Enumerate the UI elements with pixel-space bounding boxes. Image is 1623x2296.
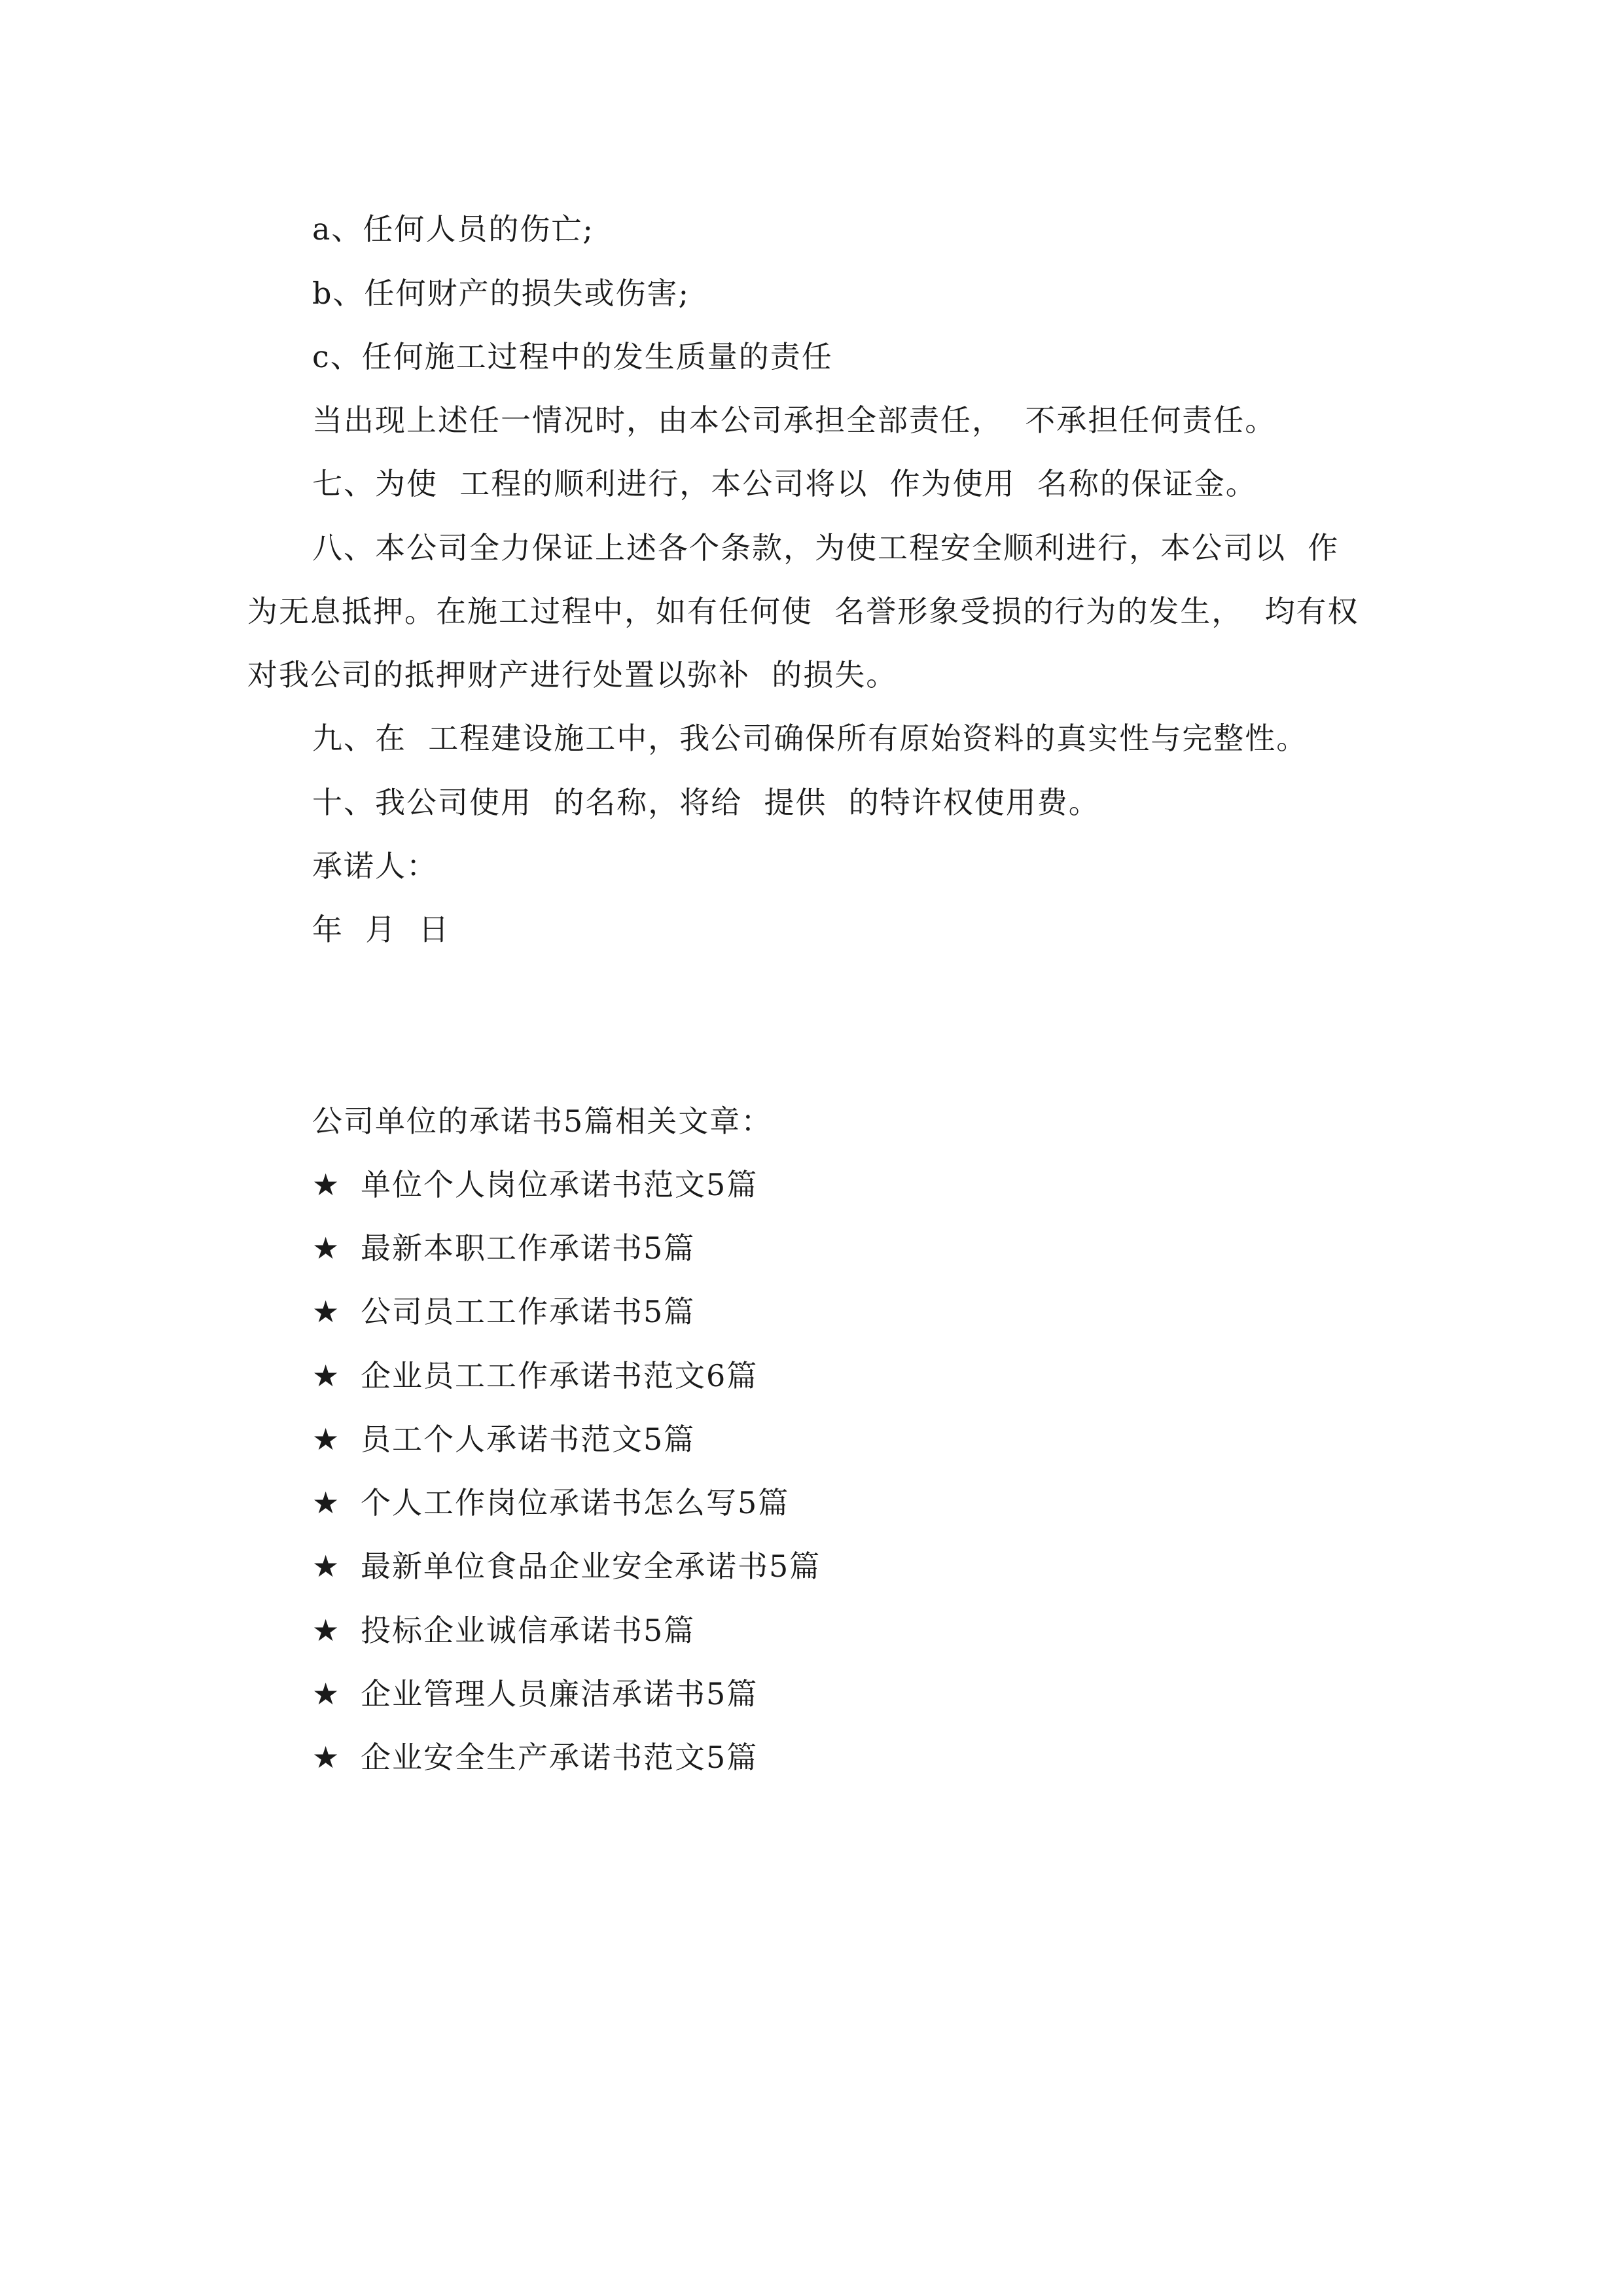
related-article-title: 员工个人承诺书范文5篇 [361, 1422, 696, 1457]
star-icon: ★ [312, 1230, 341, 1266]
related-article-title: 企业员工工作承诺书范文6篇 [361, 1358, 758, 1393]
date-line: 年 月 日 [312, 912, 450, 947]
related-article-title: 最新本职工作承诺书5篇 [361, 1230, 696, 1266]
star-icon: ★ [312, 1613, 341, 1648]
related-articles-heading: 公司单位的承诺书5篇相关文章： [312, 1103, 773, 1139]
star-icon: ★ [312, 1294, 341, 1329]
star-icon: ★ [312, 1422, 341, 1457]
related-article-title: 公司员工工作承诺书5篇 [361, 1294, 696, 1329]
related-article-link[interactable] [312, 1739, 758, 1776]
related-article-title: 单位个人岗位承诺书范文5篇 [361, 1167, 758, 1202]
related-article-link[interactable] [312, 1676, 758, 1712]
related-article-title: 企业管理人员廉洁承诺书5篇 [361, 1676, 758, 1712]
related-article-link[interactable] [312, 1230, 695, 1266]
star-icon: ★ [312, 1740, 341, 1775]
related-article-title: 个人工作岗位承诺书怎么写5篇 [361, 1485, 790, 1520]
clause-seven: 七、为使 工程的顺利进行，本公司将以 作为使用 名称的保证金。 [312, 466, 1257, 501]
signatory-label: 承诺人： [312, 848, 438, 884]
related-article-link[interactable] [312, 1357, 758, 1394]
clause-b: b、任何财产的损失或伤害; [312, 276, 690, 311]
star-icon: ★ [312, 1358, 341, 1393]
liability-statement: 当出现上述任一情况时，由本公司承担全部责任， 不承担任何责任。 [312, 403, 1277, 438]
clause-eight-line-1: 八、本公司全力保证上述各个条款，为使工程安全顺利进行，本公司以 作 [312, 530, 1340, 565]
related-article-link[interactable] [312, 1293, 695, 1330]
star-icon: ★ [312, 1676, 341, 1712]
star-icon: ★ [312, 1167, 341, 1202]
clause-ten: 十、我公司使用 的名称，将给 提供 的特许权使用费。 [312, 785, 1100, 820]
related-article-title: 最新单位食品企业安全承诺书5篇 [361, 1549, 821, 1584]
clause-c: c、任何施工过程中的发生质量的责任 [312, 339, 833, 374]
star-icon: ★ [312, 1485, 341, 1520]
related-article-link[interactable] [312, 1548, 821, 1585]
related-article-title: 企业安全生产承诺书范文5篇 [361, 1740, 758, 1775]
related-article-link[interactable] [312, 1166, 758, 1203]
clause-nine: 九、在 工程建设施工中，我公司确保所有原始资料的真实性与完整性。 [312, 721, 1308, 756]
related-article-link[interactable] [312, 1484, 789, 1521]
star-icon: ★ [312, 1549, 341, 1584]
related-article-link[interactable] [312, 1612, 695, 1649]
clause-eight-line-3: 对我公司的抵押财产进行处置以弥补 的损失。 [247, 657, 898, 692]
related-article-link[interactable] [312, 1421, 695, 1458]
clause-eight-line-2: 为无息抵押。在施工过程中，如有任何使 名誉形象受损的行为的发生， 均有权 [247, 594, 1359, 629]
clause-a: a、任何人员的伤亡; [312, 211, 594, 247]
related-article-title: 投标企业诚信承诺书5篇 [361, 1613, 696, 1648]
